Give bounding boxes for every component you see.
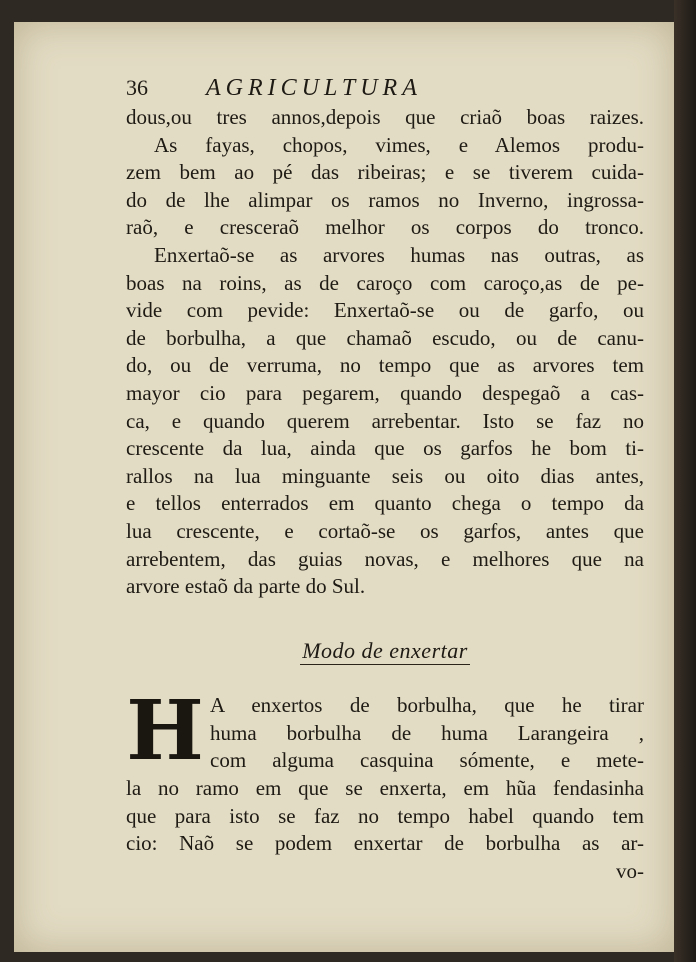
text-line: do de lhe alimpar os ramos no Inverno, ingrossa- bbox=[126, 187, 644, 212]
drop-cap: H bbox=[126, 683, 204, 780]
text-line: vide com pevide: Enxertaõ-se ou de garfo, ou bbox=[126, 298, 644, 323]
page-text-block bbox=[126, 74, 644, 885]
book-binding-edge bbox=[674, 0, 696, 962]
paragraph-1 bbox=[126, 104, 644, 242]
section-heading bbox=[126, 637, 644, 665]
text-line: arvore estaõ da parte do Sul. bbox=[126, 574, 366, 599]
text-line: la no ramo em que se enxerta, em hũa fendasinha bbox=[126, 776, 644, 801]
text-line: boas na roins, as de caroço com caroço,as de pe- bbox=[126, 270, 644, 295]
text-line: As fayas, chopos, vimes, e Alemos produ- bbox=[154, 132, 644, 157]
book-page bbox=[14, 22, 674, 952]
running-title: AGRICULTURA bbox=[206, 75, 422, 101]
text-line: huma borbulha de huma Larangeira , bbox=[210, 720, 644, 745]
text-line: ca, e quando querem arrebentar. Isto se faz no bbox=[126, 408, 644, 433]
text-line: rallos na lua minguante seis ou oito dias antes, bbox=[126, 463, 644, 488]
text-line: mayor cio para pegarem, quando despegaõ a cas- bbox=[126, 380, 644, 405]
text-line: e tellos enterrados em quanto chega o tempo da bbox=[126, 491, 644, 516]
text-line: crescente da lua, ainda que os garfos he bom ti- bbox=[126, 436, 644, 461]
text-line: lua crescente, e cortaõ-se os garfos, antes que bbox=[126, 518, 644, 543]
page-header bbox=[126, 74, 644, 104]
catchword-line bbox=[126, 858, 644, 886]
text-line: raõ, e cresceraõ melhor os corpos do tronco. bbox=[126, 215, 644, 240]
paragraph-2 bbox=[126, 242, 644, 601]
catchword: vo- bbox=[616, 858, 644, 883]
text-line: que para isto se faz no tempo habel quando tem bbox=[126, 803, 644, 828]
text-line: do, ou de verruma, no tempo que as arvores tem bbox=[126, 353, 644, 378]
text-line: dous,ou tres annos,depois que criaõ boas raizes. bbox=[126, 105, 644, 129]
text-line: A enxertos de borbulha, que he tirar bbox=[210, 693, 644, 718]
section-heading-text: Modo de enxertar bbox=[302, 637, 468, 663]
text-line: zem bem ao pé das ribeiras; e se tiverem cuida- bbox=[126, 160, 644, 185]
text-line: Enxertaõ-se as arvores humas nas outras, as bbox=[154, 242, 644, 267]
page-number: 36 bbox=[126, 75, 148, 100]
paragraph-3 bbox=[126, 683, 644, 858]
text-line: cio: Naõ se podem enxertar de borbulha as ar- bbox=[126, 831, 644, 856]
text-line: com alguma casquina sómente, e mete- bbox=[210, 748, 644, 773]
text-line: de borbulha, a que chamaõ escudo, ou de canu- bbox=[126, 325, 644, 350]
text-line: arrebentem, das guias novas, e melhores que na bbox=[126, 546, 644, 571]
